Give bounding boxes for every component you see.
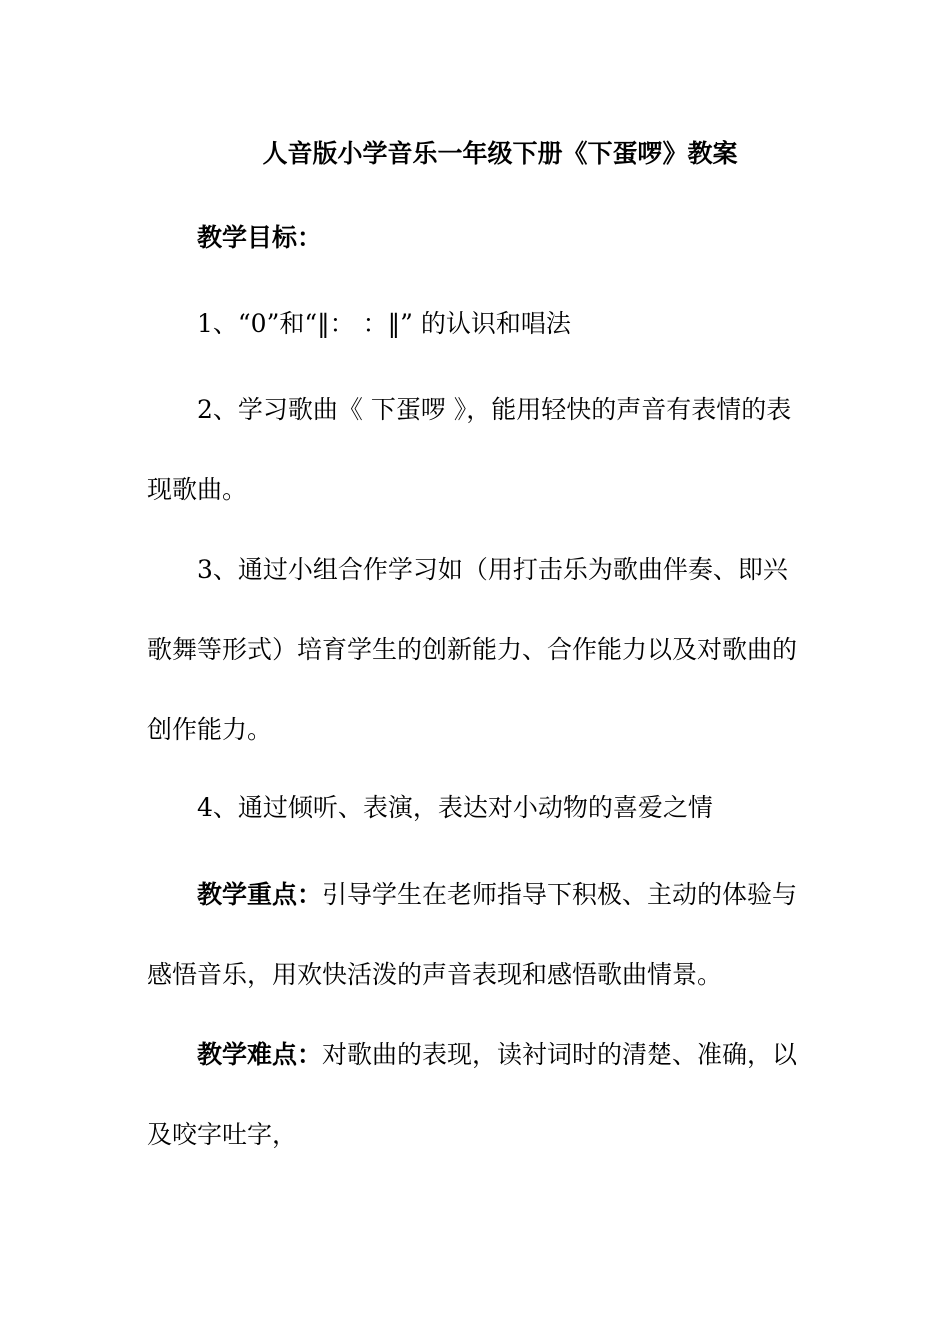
key-point-paragraph — [147, 855, 807, 1015]
key-point-label: 教学重点： — [197, 880, 323, 909]
objective-item: 3、通过小组合作学习如（用打击乐为歌曲伴奏、即兴歌舞等形式）培育学生的创新能力、合作能力以及对歌曲的创作能力。 — [147, 555, 798, 744]
difficulty-label: 教学难点： — [197, 1040, 323, 1069]
objective-item: 4、通过倾听、表演，表达对小动物的喜爱之情 — [197, 793, 713, 822]
objective-item: 2、学习歌曲《 下蛋啰 》，能用轻快的声音有表情的表现歌曲。 — [147, 395, 792, 504]
difficulty-paragraph — [147, 1015, 807, 1175]
difficulty-text: 对歌曲的表现，读衬词时的清楚、准确，以及咬字吐字， — [147, 1040, 798, 1149]
objective-item: 1、“0”和“‖： ：‖” 的认识和唱法 — [197, 309, 571, 338]
objectives-heading: 教学目标： — [197, 223, 323, 252]
document-title: 人音版小学音乐一年级下册《下蛋啰》教案 — [262, 139, 738, 168]
key-point-text: 引导学生在老师指导下积极、主动的体验与感悟音乐，用欢快活泼的声音表现和感悟歌曲情景。 — [147, 880, 798, 989]
